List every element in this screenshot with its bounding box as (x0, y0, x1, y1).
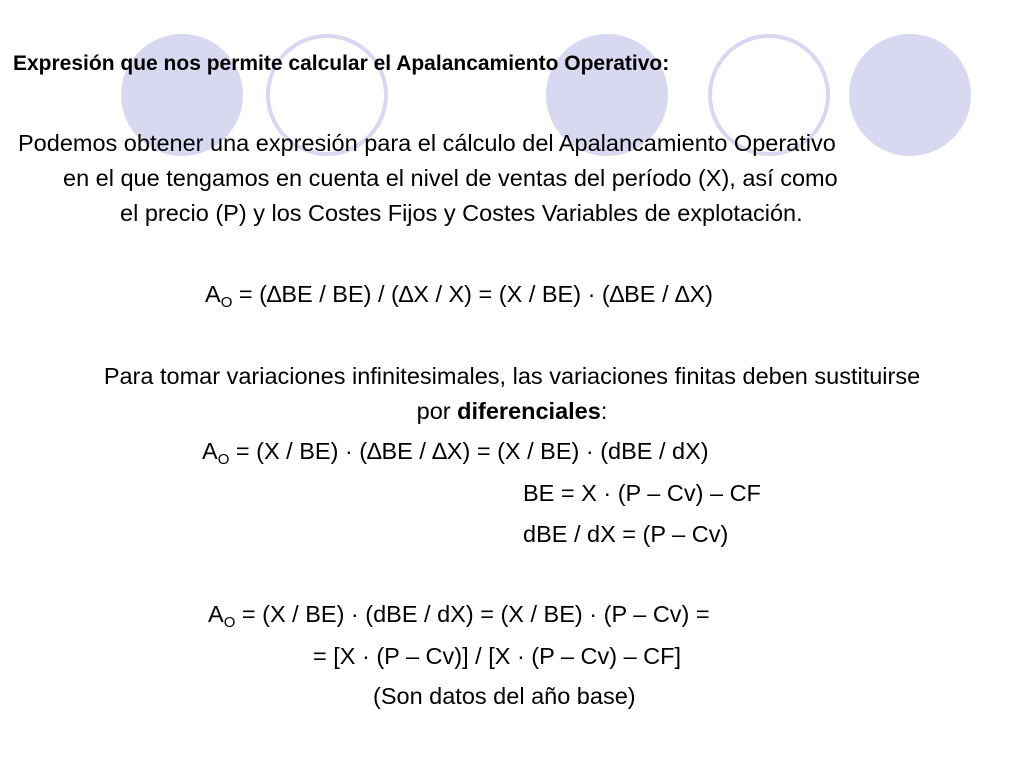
formula-dbe-dx: dBE / dX = (P – Cv) (523, 521, 729, 547)
para2-line-2 (0, 394, 1024, 429)
para2-line-2-post: : (600, 398, 608, 424)
formula-ao-result-text: = (X / BE) · (dBE / dX) = (X / BE) · (P – Cv) = (235, 601, 710, 627)
intro-line-3: el precio (P) y los Costes Fijos y Costes Variables de explotación. (120, 200, 803, 226)
base-year-note: (Son datos del año base) (373, 683, 636, 709)
ao-subscript: O (220, 294, 233, 311)
slide-title: Expresión que nos permite calcular el Apalancamiento Operativo: (13, 52, 670, 75)
formula-ao-definition-text: = (∆BE / BE) / (∆X / X) = (X / BE) · (∆BE / ∆X) (232, 281, 713, 307)
para2-bold-term: diferenciales (457, 398, 601, 424)
formula-ao-final: = [X · (P – Cv)] / [X · (P – Cv) – CF] (313, 643, 682, 669)
formula-ao-differential (202, 434, 709, 469)
ao-symbol: A (208, 601, 224, 627)
decorative-circle-5 (849, 34, 971, 156)
formula-be: BE = X · (P – Cv) – CF (523, 480, 761, 506)
formula-ao-definition (205, 277, 713, 312)
formula-ao-differential-text: = (X / BE) · (∆BE / ∆X) = (X / BE) · (dBE / dX) (229, 438, 709, 464)
ao-symbol: A (205, 281, 221, 307)
ao-symbol: A (202, 438, 218, 464)
para2-line-1: Para tomar variaciones infinitesimales, las variaciones finitas deben sustituirse (103, 363, 921, 389)
intro-line-2: en el que tengamos en cuenta el nivel de ventas del período (X), así como (63, 165, 838, 191)
ao-subscript: O (217, 451, 230, 468)
formula-ao-result (208, 597, 710, 632)
ao-subscript: O (223, 614, 236, 631)
intro-line-1: Podemos obtener una expresión para el cálculo del Apalancamiento Operativo (18, 130, 836, 156)
para2-line-2-pre: por (416, 398, 458, 424)
